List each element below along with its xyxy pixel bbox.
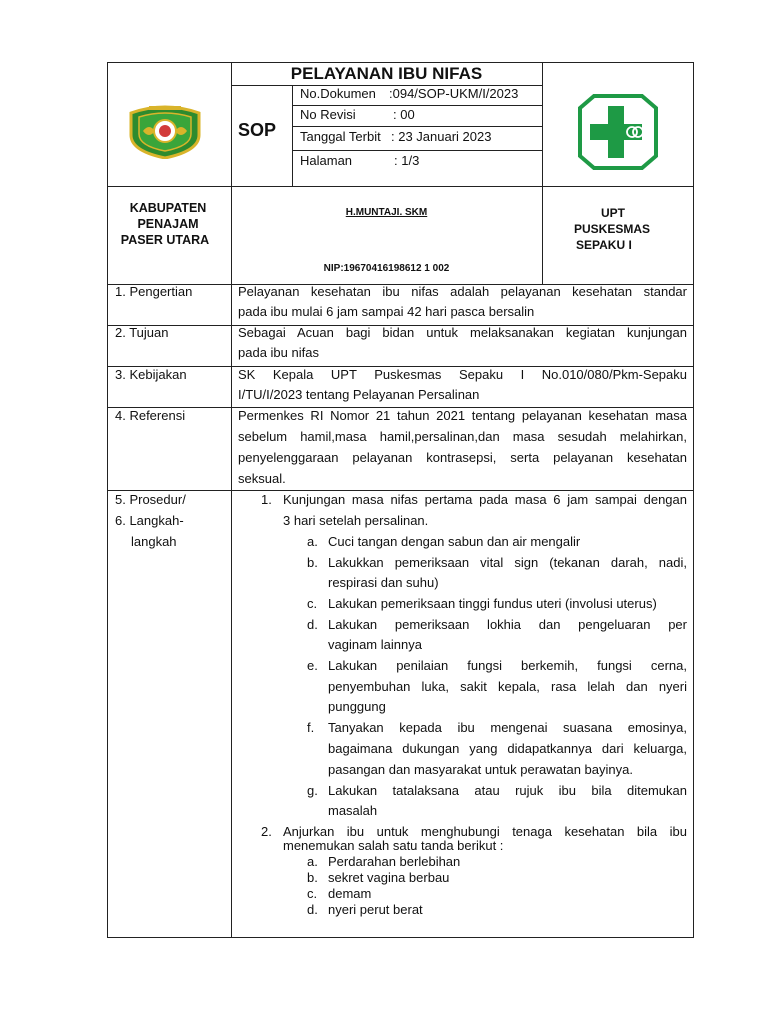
section-label-pengertian: 1. Pengertian (115, 284, 193, 299)
step-1a-letter: a. (307, 534, 318, 549)
section-text-tujuan-line2: pada ibu nifas (238, 345, 319, 360)
section-label-referensi: 4. Referensi (115, 408, 186, 423)
step-1-number: 1. (261, 492, 272, 507)
doc-number-label: No.Dokumen (300, 86, 376, 101)
step-2c-text: demam (328, 886, 372, 901)
step-1e-letter: e. (307, 658, 318, 673)
step-1f-letter: f. (307, 720, 315, 735)
revision-label: No Revisi (300, 107, 356, 122)
step-1b-letter: b. (307, 555, 318, 570)
signer-name: H.MUNTAJI. SKM (345, 207, 428, 218)
step-2b-text: sekret vagina berbau (328, 870, 450, 885)
section-text-tujuan-line1: Sebagai Acuan bagi bidan untuk melaksanakan kegiatan kunjungan (238, 325, 687, 340)
step-1-line2: 3 hari setelah persalinan. (283, 513, 429, 528)
step-1f-line3: pasangan dan masyarakat untuk perawatan bayinya. (328, 762, 633, 777)
step-2a-letter: a. (307, 854, 318, 869)
issue-date-label: Tanggal Terbit (300, 129, 381, 144)
section-text-kebijakan-line1: SK Kepala UPT Puskesmas Sepaku I No.010/080/Pkm-Sepaku (238, 367, 687, 382)
step-2-line2: menemukan salah satu tanda berikut : (283, 838, 504, 853)
page-label: Halaman (300, 153, 353, 168)
step-1e-line3: punggung (328, 699, 386, 714)
step-1f-line1: Tanyakan kepada ibu mengenai suasana emosinya, (328, 720, 687, 735)
issue-date-value: : 23 Januari 2023 (391, 129, 492, 144)
section-text-referensi-line3: penyelenggaraan pelayanan kontrasepsi, serta pelayanan kesehatan (238, 450, 687, 465)
puskesmas-logo-icon (578, 94, 658, 170)
regency-emblem-icon (125, 101, 205, 159)
sop-label: SOP (238, 120, 277, 140)
step-2a-text: Perdarahan berlebihan (328, 854, 461, 869)
step-1e-line2: penyembuhan luka, sakit kepala, rasa lelah dan nyeri (328, 679, 687, 694)
section-text-referensi-line4: seksual. (238, 471, 286, 486)
revision-value: : 00 (393, 107, 415, 122)
step-1g-line2: masalah (328, 803, 378, 818)
step-1g-letter: g. (307, 783, 318, 798)
step-1b-line2: respirasi dan suhu) (328, 575, 439, 590)
step-1g-line1: Lakukan tatalaksana atau rujuk ibu bila ditemukan (328, 783, 687, 798)
step-2c-letter: c. (307, 886, 318, 901)
section-text-referensi-line1: Permenkes RI Nomor 21 tahun 2021 tentang pelayanan kesehatan masa (238, 408, 687, 423)
page-value: : 1/3 (394, 153, 420, 168)
step-1e-line1: Lakukan penilaian fungsi berkemih, fungsi cerna, (328, 658, 687, 673)
section-label-tujuan: 2. Tujuan (115, 325, 169, 340)
signer-nip: NIP:19670416198612 1 002 (323, 263, 450, 274)
unit-name: UPT PUSKESMAS SEPAKU I (574, 206, 651, 252)
section-label-kebijakan: 3. Kebijakan (115, 367, 187, 382)
doc-number-value: :094/SOP-UKM/I/2023 (389, 86, 519, 101)
step-1a-text: Cuci tangan dengan sabun dan air mengalir (328, 534, 581, 549)
step-1c-text: Lakukan pemeriksaan tinggi fundus uteri (involusi uterus) (328, 596, 657, 611)
step-1b-line1: Lakukkan pemeriksaan vital sign (tekanan darah, nadi, (328, 555, 687, 570)
section-text-referensi-line2: sebelum hamil,masa hamil,persalinan,dan masa sesudah melahirkan, (238, 429, 687, 444)
section-text-pengertian-line1: Pelayanan kesehatan ibu nifas adalah pelayanan kesehatan standar (238, 284, 687, 299)
regency-name: KABUPATEN PENAJAM PASER UTARA (120, 201, 210, 247)
procedure-label-2: 6. Langkah- (115, 513, 184, 528)
step-2-line1: Anjurkan ibu untuk menghubungi tenaga kesehatan bila ibu (283, 824, 687, 839)
step-1-line1: Kunjungan masa nifas pertama pada masa 6 jam sampai dengan (283, 492, 687, 507)
section-text-kebijakan-line2: I/TU/I/2023 tentang Pelayanan Persalinan (238, 387, 480, 402)
step-1f-line2: bagaimana dukungan yang didapatkannya dari keluarga, (328, 741, 687, 756)
procedure-label-3: langkah (131, 534, 177, 549)
step-2d-letter: d. (307, 902, 318, 917)
step-1d-line2: vaginam lainnya (328, 637, 422, 652)
step-1c-letter: c. (307, 596, 318, 611)
step-1d-letter: d. (307, 617, 318, 632)
step-2d-text: nyeri perut berat (328, 902, 423, 917)
section-text-pengertian-line2: pada ibu mulai 6 jam sampai 42 hari pasca bersalin (238, 304, 535, 319)
procedure-label-1: 5. Prosedur/ (115, 492, 186, 507)
step-2b-letter: b. (307, 870, 318, 885)
step-2-number: 2. (261, 824, 272, 839)
step-1d-line1: Lakukan pemeriksaan lokhia dan pengeluaran per (328, 617, 687, 632)
document-title: PELAYANAN IBU NIFAS (290, 64, 483, 83)
